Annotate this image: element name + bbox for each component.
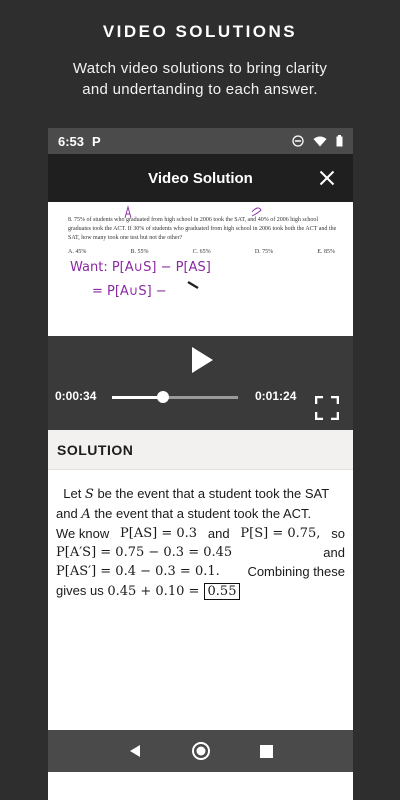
solution-line-2: [56, 504, 345, 524]
math-var: S: [84, 487, 94, 502]
solution-line-6: [56, 581, 345, 601]
back-icon[interactable]: [128, 744, 142, 758]
home-icon[interactable]: [191, 741, 211, 761]
choice-d: D. 75%: [254, 249, 274, 255]
text-fragment: and: [207, 526, 230, 541]
text-fragment: the event that a student took the ACT.: [90, 506, 312, 521]
choice-c: C. 65%: [192, 249, 211, 255]
phone-screen: [48, 128, 353, 800]
app-bar: [48, 154, 353, 202]
math-expression: 0.45 + 0.10 =: [107, 584, 204, 599]
promo-subtitle-line-1: Watch video solutions to bring clarity: [72, 60, 328, 77]
video-frame[interactable]: [48, 202, 353, 336]
battery-icon: [336, 135, 343, 147]
solution-line-3: [56, 524, 345, 543]
fullscreen-button[interactable]: [315, 396, 339, 420]
question-text: 8. 75% of students who graduated from high school in 2006 took the SAT, and 40% of 2006 high school graduates took the ACT. If 30% of students who graduated from high school in 2006 took both the ACT and the SAT, how many took one test but not the other?: [68, 217, 337, 241]
math-var: A: [81, 507, 91, 522]
text-fragment: We know: [56, 526, 110, 541]
app-notification-icon: P: [92, 133, 101, 149]
math-expression: P[A′S] = 0.75 − 0.3 = 0.45: [56, 545, 233, 560]
status-icons: [292, 135, 343, 147]
text-fragment: be the event that a student took the SAT: [93, 486, 330, 501]
solution-line-1: [56, 484, 345, 504]
seek-thumb[interactable]: [157, 391, 169, 403]
solution-title: SOLUTION: [57, 441, 134, 458]
total-time: 0:01:24: [255, 389, 297, 403]
wifi-icon: [313, 136, 327, 147]
text-fragment: Combining these: [247, 564, 345, 579]
fullscreen-icon: [315, 396, 339, 420]
math-expression: P[AS] = 0.3: [120, 526, 198, 541]
play-icon: [188, 346, 216, 374]
status-bar: [48, 128, 353, 154]
text-fragment: and: [56, 506, 82, 521]
page-title: Video Solution: [148, 169, 253, 187]
handwriting-line-1: Want: P[A∪S] − P[AS]: [70, 260, 211, 275]
solution-line-4: [56, 543, 345, 562]
text-fragment: so: [331, 526, 345, 541]
status-time: 6:53: [58, 133, 85, 149]
promo-title: VIDEO SOLUTIONS: [102, 22, 298, 41]
current-time: 0:00:34: [55, 389, 97, 403]
math-expression: P[AS′] = 0.4 − 0.3 = 0.1.: [56, 564, 220, 579]
seek-bar[interactable]: [112, 396, 238, 399]
boxed-answer: 0.55: [204, 583, 241, 600]
play-button[interactable]: [188, 346, 216, 374]
solution-line-5: [56, 562, 345, 581]
recents-icon[interactable]: [260, 745, 273, 758]
math-expression: P[S] = 0.75,: [240, 526, 321, 541]
navigation-bar: [48, 730, 353, 772]
solution-text: [48, 470, 353, 601]
close-button[interactable]: [315, 166, 339, 190]
text-fragment: and: [323, 545, 345, 560]
text-fragment: gives us: [56, 583, 108, 598]
choice-e: E. 85%: [317, 249, 335, 255]
choice-b: B. 55%: [130, 249, 149, 255]
close-icon: [319, 170, 335, 186]
do-not-disturb-icon: [292, 135, 304, 147]
promo-subtitle: [0, 58, 400, 100]
video-player-controls: [48, 336, 353, 430]
text-fragment: Let: [63, 486, 85, 501]
choice-a: A. 45%: [68, 249, 87, 255]
promo-subtitle-line-2: and undertanding to each answer.: [82, 81, 318, 98]
handwriting-line-2: = P[A∪S] −: [92, 284, 167, 299]
seek-bar-progress: [112, 396, 163, 399]
solution-header: [48, 430, 353, 470]
